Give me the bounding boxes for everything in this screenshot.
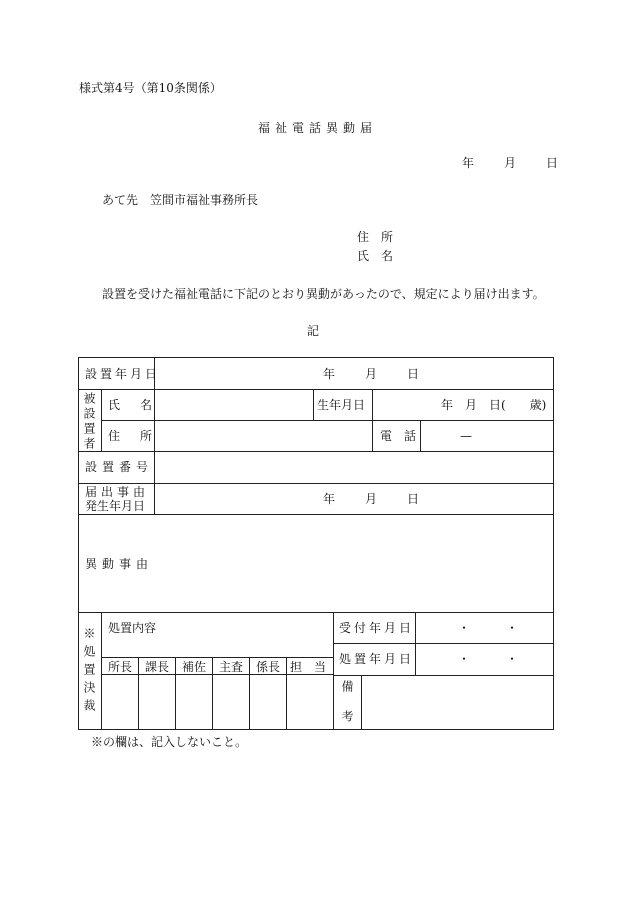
install-date-label: 設置年月日 (85, 367, 161, 381)
approval-header-assistant: 補佐 (182, 660, 207, 674)
action-date-label: 処置年月日 (339, 652, 415, 666)
install-number-label: 設置番号 (85, 460, 154, 474)
form-number: 様式第4号（第10条関係） (79, 81, 222, 95)
statement: 設置を受けた福祉電話に下記のとおり異動があったので、規定により届け出ます。 (102, 287, 545, 301)
form-title: 福祉電話異動届 (258, 121, 378, 135)
ki-marker: 記 (307, 324, 320, 338)
submission-date: 年 月 日 (462, 156, 561, 170)
received-date-label: 受付年月日 (339, 621, 415, 635)
approval-header-director: 所長 (108, 660, 133, 674)
phone-value[interactable]: — (460, 429, 472, 443)
birthdate-label: 生年月日 (317, 398, 366, 412)
reason-label: 異動事由 (85, 557, 154, 571)
installee-address-label: 住 所 (108, 429, 157, 443)
remarks-label: 備考 (340, 680, 354, 740)
approval-header-section-chief: 課長 (145, 660, 170, 674)
applicant-address-label: 住 所 (357, 230, 394, 244)
occurrence-date-value[interactable]: 年 月 日 (323, 492, 422, 506)
addressee: あて先 笠間市福祉事務所長 (102, 193, 259, 207)
received-date-value: ・ ・ (458, 621, 519, 635)
installee-name-label: 氏 名 (108, 398, 157, 412)
occurrence-label-line1: 届出事由 (85, 485, 150, 499)
birthdate-value[interactable]: 年 月 日( 歳) (441, 398, 547, 412)
install-date-value[interactable]: 年 月 日 (323, 367, 422, 381)
office-group-label: ※処置決裁 (82, 627, 96, 717)
approval-header-inspector: 主査 (219, 660, 244, 674)
action-content-label: 処置内容 (108, 621, 157, 635)
occurrence-label-line2: 発生年月日 (85, 499, 146, 513)
action-date-value: ・ ・ (458, 652, 519, 666)
approval-header-subsection-chief: 係長 (256, 660, 281, 674)
footer-note: ※の欄は、記入しないこと。 (91, 735, 248, 749)
installee-group-label: 被設置者 (82, 392, 96, 452)
phone-label: 電 話 (380, 429, 417, 443)
applicant-name-label: 氏 名 (357, 249, 394, 263)
approval-header-staff: 担 当 (290, 660, 327, 674)
